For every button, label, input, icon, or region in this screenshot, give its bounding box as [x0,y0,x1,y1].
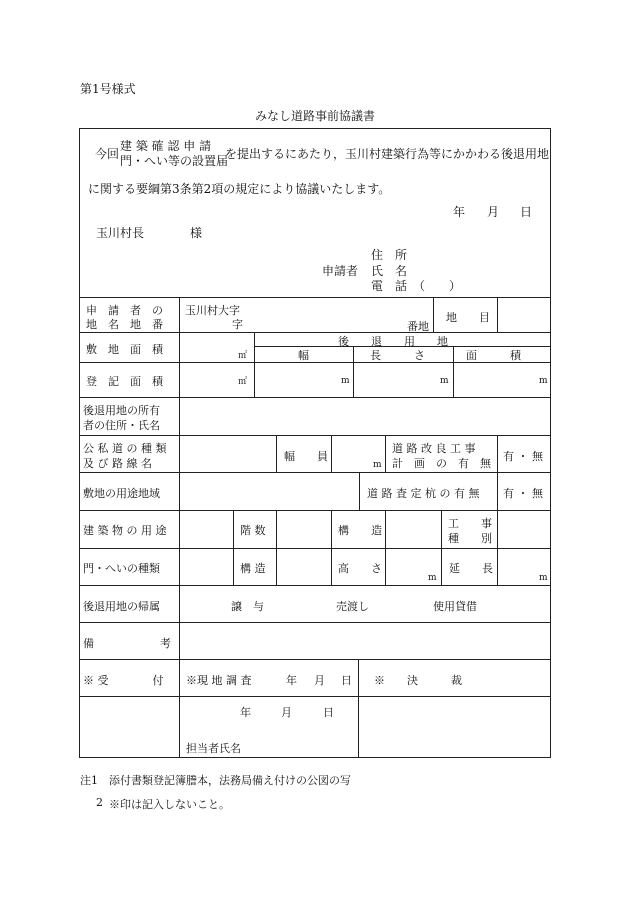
work-type-label-2: 種 別 [448,532,492,545]
survey-day: 日 [341,674,352,687]
site-area-label: 敷 地 面 積 [86,343,163,356]
setback-width-header: 幅 [298,349,309,362]
public-road-label-2: 及 び 路 線 名 [83,457,152,470]
ownership-option-sale[interactable]: 売渡し [336,600,369,613]
addressee: 玉川村長 [96,226,145,240]
gate-structure-label: 構 造 [240,562,266,575]
site-location-label-2: 地 名 地 番 [86,318,163,331]
decision-label: ※ 決 裁 [374,674,462,687]
site-location-label-1: 申 請 者 の [86,304,163,317]
site-banchi: 番地 [407,320,429,333]
applicant-name-label: 氏 名 [371,264,408,278]
intro-option-building: 建 築 確 認 申 請 [120,139,212,153]
setback-area-header: 面 積 [466,349,521,362]
ownership-option-loan[interactable]: 使用貸借 [433,600,477,613]
note2-label: 2 [96,796,103,809]
owner-label-1: 後退用地の所有 [83,404,160,417]
ownership-label: 後退用地の帰属 [83,600,160,613]
receipt-label: ※ 受 付 [83,674,164,687]
intro-suffix: を提出するにあたり，玉川村建築行為等にかかわる後退用地 [225,147,550,161]
road-width-label: 幅 員 [284,450,328,463]
footer-day: 日 [323,706,334,719]
survey-year: 年 [286,674,297,687]
setback-width-unit: m [341,376,350,386]
page-title: みなし道路事前協議書 [255,109,376,123]
ownership-option-transfer[interactable]: 譲 与 [231,600,264,613]
applicant-label: 申請者 [322,264,359,278]
setback-area-unit: m [539,376,548,386]
site-village: 玉川村大字 [185,304,240,317]
survey-label: ※現 地 調 査 [186,674,252,687]
note1-text: 添付書類登記簿謄本，法務局備え付けの公図の写 [109,774,351,787]
note1-label: 注1 [80,774,98,787]
intro-line2: に関する要綱第3条第2項の規定により協議いたします。 [88,182,391,196]
footer-year: 年 [240,706,251,719]
stake-label: 道 路 査 定 杭 の 有 無 [367,487,480,500]
registered-area-label: 登 記 面 積 [86,375,163,388]
chimoku-label: 地 目 [446,311,490,324]
public-road-label-1: 公 私 道 の 種 類 [83,442,167,455]
gate-type-label: 門・へいの種類 [83,562,160,575]
honorific: 様 [190,226,203,240]
gate-extension-unit: m [539,573,548,583]
intro-prefix: 今回 [95,147,120,161]
remarks-label: 備 考 [83,637,171,650]
survey-month: 月 [314,674,325,687]
form-number: 第1号様式 [80,82,136,96]
road-plan-yesno[interactable]: 有 ・ 無 [503,450,543,463]
road-width-unit: m [373,460,382,470]
person-in-charge-label: 担当者氏名 [186,742,241,755]
floors-label: 階 数 [240,524,266,537]
road-plan-label-1: 道 路 改 良 工 事 [392,442,476,455]
footer-month: 月 [281,706,292,719]
zoning-label: 敷地の用途地域 [83,487,160,500]
registered-area-unit: ㎡ [238,377,248,387]
stake-yesno[interactable]: 有 ・ 無 [503,487,543,500]
date-year: 年 [453,205,466,219]
work-type-label-1: 工 事 [448,517,492,530]
setback-length-header: 長 さ [370,349,425,362]
building-use-label: 建 築 物 の 用 途 [83,524,167,537]
date-month: 月 [487,205,500,219]
owner-label-2: 者の住所・氏名 [83,419,160,432]
road-plan-label-2: 計 画 の 有 無 [392,457,491,470]
setback-header: 後 退 用 地 [338,335,448,348]
intro-option-gate: 門・へい等の設置届 [120,154,229,168]
gate-extension-label: 延 長 [449,562,493,575]
site-area-unit: ㎡ [238,351,248,361]
applicant-phone-label: 電 話 [371,279,408,293]
gate-height-label: 高 さ [338,562,382,575]
note2-text: ※印は記入しないこと。 [109,798,230,811]
setback-length-unit: m [440,376,449,386]
date-day: 日 [520,205,533,219]
building-structure-label: 構 造 [338,524,382,537]
applicant-phone-paren: （ ） [413,279,462,293]
gate-height-unit: m [428,573,437,583]
applicant-address-label: 住 所 [371,248,408,262]
site-aza: 字 [232,318,243,331]
